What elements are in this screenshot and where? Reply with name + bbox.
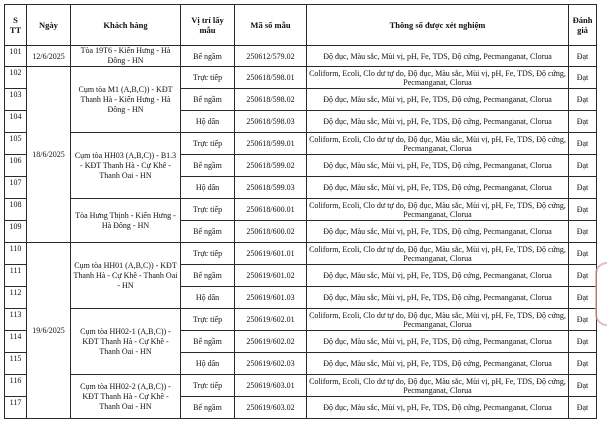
params-cell: Coliform, Ecoli, Clo dư tự do, Độ đục, Màu sắc, Mùi vị, pH, Fe, TDS, Độ cứng, Pecmanganat, Clorua — [307, 133, 569, 155]
eval-cell: Đạt — [569, 89, 597, 111]
eval-cell: Đạt — [569, 177, 597, 199]
code-cell: 250612/579.02 — [235, 46, 307, 67]
header-code: Mã số mẫu — [235, 5, 307, 46]
location-cell: Hộ dân — [181, 177, 235, 199]
stt-cell: 114 — [5, 331, 27, 353]
code-cell: 250618/599.03 — [235, 177, 307, 199]
eval-cell: Đạt — [569, 67, 597, 89]
date-cell: 19/6/2025 — [27, 243, 71, 419]
stt-cell: 113 — [5, 309, 27, 331]
header-row — [5, 5, 597, 46]
table-row — [5, 243, 597, 265]
date-cell: 12/6/2025 — [27, 46, 71, 67]
eval-cell: Đạt — [569, 375, 597, 397]
params-cell: Độ đục, Màu sắc, Mùi vị, pH, Fe, TDS, Độ cứng, Pecmanganat, Clorua — [307, 177, 569, 199]
location-cell: Trực tiếp — [181, 133, 235, 155]
table-row — [5, 309, 597, 331]
params-cell: Độ đục, Màu sắc, Mùi vị, pH, Fe, TDS, Độ cứng, Pecmanganat, Clorua — [307, 331, 569, 353]
eval-cell: Đạt — [569, 111, 597, 133]
eval-cell: Đạt — [569, 287, 597, 309]
location-cell: Trực tiếp — [181, 243, 235, 265]
code-cell: 250618/598.02 — [235, 89, 307, 111]
location-cell: Bể ngầm — [181, 155, 235, 177]
customer-cell: Cụm tòa M1 (A,B,C)) - KĐT Thanh Hà - Kiến Hưng - Hà Đông - HN — [71, 67, 181, 133]
code-cell: 250619/602.01 — [235, 309, 307, 331]
params-cell: Độ đục, Màu sắc, Mùi vị, pH, Fe, TDS, Độ cứng, Pecmanganat, Clorua — [307, 111, 569, 133]
code-cell: 250619/602.03 — [235, 353, 307, 375]
params-cell: Độ đục, Màu sắc, Mùi vị, pH, Fe, TDS, Độ cứng, Pecmanganat, Clorua — [307, 155, 569, 177]
eval-cell: Đạt — [569, 397, 597, 419]
params-cell: Độ đục, Màu sắc, Mùi vị, pH, Fe, TDS, Độ cứng, Pecmanganat, Clorua — [307, 353, 569, 375]
eval-cell: Đạt — [569, 199, 597, 221]
stt-cell: 111 — [5, 265, 27, 287]
code-cell: 250619/601.02 — [235, 265, 307, 287]
stt-cell: 106 — [5, 155, 27, 177]
stt-cell: 110 — [5, 243, 27, 265]
location-cell: Bể ngầm — [181, 397, 235, 419]
location-cell: Trực tiếp — [181, 375, 235, 397]
params-cell: Độ đục, Màu sắc, Mùi vị, pH, Fe, TDS, Độ cứng, Pecmanganat, Clorua — [307, 89, 569, 111]
params-cell: Độ đục, Màu sắc, Mùi vị, pH, Fe, TDS, Độ cứng, Pecmanganat, Clorua — [307, 221, 569, 243]
params-cell: Coliform, Ecoli, Clo dư tự do, Độ đục, Màu sắc, Mùi vị, pH, Fe, TDS, Độ cứng, Pecmanganat, Clorua — [307, 199, 569, 221]
params-cell: Coliform, Ecoli, Clo dư tự do, Độ đục, Màu sắc, Mùi vị, pH, Fe, TDS, Độ cứng, Pecmanganat, Clorua — [307, 375, 569, 397]
customer-cell: Tòa 19T6 - Kiến Hưng - Hà Đông - HN — [71, 46, 181, 67]
location-cell: Bể ngầm — [181, 89, 235, 111]
eval-cell: Đạt — [569, 331, 597, 353]
code-cell: 250619/603.01 — [235, 375, 307, 397]
customer-cell: Cụm tòa HH02-1 (A,B,C)) - KĐT Thanh Hà - Cự Khê - Thanh Oai - HN — [71, 309, 181, 375]
customer-cell: Tòa Hưng Thịnh - Kiến Hưng - Hà Đông - HN — [71, 199, 181, 243]
code-cell: 250618/599.01 — [235, 133, 307, 155]
code-cell: 250618/598.03 — [235, 111, 307, 133]
eval-cell: Đạt — [569, 46, 597, 67]
sample-log-table — [4, 4, 597, 419]
customer-cell: Cụm tòa HH02-2 (A,B,C)) - KĐT Thanh Hà - Cự Khê - Thanh Oai - HN — [71, 375, 181, 419]
code-cell: 250618/600.01 — [235, 199, 307, 221]
date-cell: 18/6/2025 — [27, 67, 71, 243]
code-cell: 250618/599.02 — [235, 155, 307, 177]
location-cell: Bể ngầm — [181, 46, 235, 67]
eval-cell: Đạt — [569, 309, 597, 331]
header-params: Thông số được xét nghiệm — [307, 5, 569, 46]
table-row — [5, 67, 597, 89]
eval-cell: Đạt — [569, 133, 597, 155]
stt-cell: 104 — [5, 111, 27, 133]
params-cell: Coliform, Ecoli, Clo dư tự do, Độ đục, Màu sắc, Mùi vị, pH, Fe, TDS, Độ cứng, Pecmanganat, Clorua — [307, 67, 569, 89]
stt-cell: 116 — [5, 375, 27, 397]
location-cell: Hộ dân — [181, 111, 235, 133]
stt-cell: 112 — [5, 287, 27, 309]
stt-cell: 117 — [5, 397, 27, 419]
table-row — [5, 199, 597, 221]
location-cell: Bể ngầm — [181, 221, 235, 243]
location-cell: Trực tiếp — [181, 67, 235, 89]
table-row — [5, 375, 597, 397]
location-cell: Hộ dân — [181, 353, 235, 375]
code-cell: 250619/603.02 — [235, 397, 307, 419]
params-cell: Độ đục, Màu sắc, Mùi vị, pH, Fe, TDS, Độ cứng, Pecmanganat, Clorua — [307, 397, 569, 419]
stt-cell: 108 — [5, 199, 27, 221]
location-cell: Hộ dân — [181, 287, 235, 309]
code-cell: 250619/601.03 — [235, 287, 307, 309]
stt-cell: 107 — [5, 177, 27, 199]
params-cell: Coliform, Ecoli, Clo dư tự do, Độ đục, Màu sắc, Mùi vị, pH, Fe, TDS, Độ cứng, Pecmanganat, Clorua — [307, 243, 569, 265]
eval-cell: Đạt — [569, 265, 597, 287]
eval-cell: Đạt — [569, 155, 597, 177]
stt-cell: 109 — [5, 221, 27, 243]
eval-cell: Đạt — [569, 221, 597, 243]
table-row — [5, 46, 597, 67]
code-cell: 250619/601.01 — [235, 243, 307, 265]
params-cell: Độ đục, Màu sắc, Mùi vị, pH, Fe, TDS, Độ cứng, Pecmanganat, Clorua — [307, 46, 569, 67]
params-cell: Độ đục, Màu sắc, Mùi vị, pH, Fe, TDS, Độ cứng, Pecmanganat, Clorua — [307, 287, 569, 309]
code-cell: 250619/602.02 — [235, 331, 307, 353]
eval-cell: Đạt — [569, 353, 597, 375]
customer-cell: Cụm tòa HH03 (A,B,C)) - B1.3 - KĐT Thanh Hà - Cự Khê - Thanh Oai - HN — [71, 133, 181, 199]
header-stt: S TT — [5, 5, 27, 46]
code-cell: 250618/598.01 — [235, 67, 307, 89]
code-cell: 250618/600.02 — [235, 221, 307, 243]
params-cell: Coliform, Ecoli, Clo dư tự do, Độ đục, Màu sắc, Mùi vị, pH, Fe, TDS, Độ cứng, Pecmanganat, Clorua — [307, 309, 569, 331]
stamp-edge-mark — [595, 262, 607, 326]
location-cell: Bể ngầm — [181, 265, 235, 287]
header-customer: Khách hàng — [71, 5, 181, 46]
stt-cell: 105 — [5, 133, 27, 155]
header-location: Vị trí lấy mẫu — [181, 5, 235, 46]
stt-cell: 103 — [5, 89, 27, 111]
stt-cell: 101 — [5, 46, 27, 67]
table-row — [5, 133, 597, 155]
header-eval: Đánh giá — [569, 5, 597, 46]
customer-cell: Cụm tòa HH01 (A,B,C)) - KĐT Thanh Hà - Cự Khê - Thanh Oai - HN — [71, 243, 181, 309]
eval-cell: Đạt — [569, 243, 597, 265]
stt-cell: 115 — [5, 353, 27, 375]
stt-cell: 102 — [5, 67, 27, 89]
header-date: Ngày — [27, 5, 71, 46]
location-cell: Trực tiếp — [181, 199, 235, 221]
location-cell: Trực tiếp — [181, 309, 235, 331]
params-cell: Độ đục, Màu sắc, Mùi vị, pH, Fe, TDS, Độ cứng, Pecmanganat, Clorua — [307, 265, 569, 287]
location-cell: Bể ngầm — [181, 331, 235, 353]
